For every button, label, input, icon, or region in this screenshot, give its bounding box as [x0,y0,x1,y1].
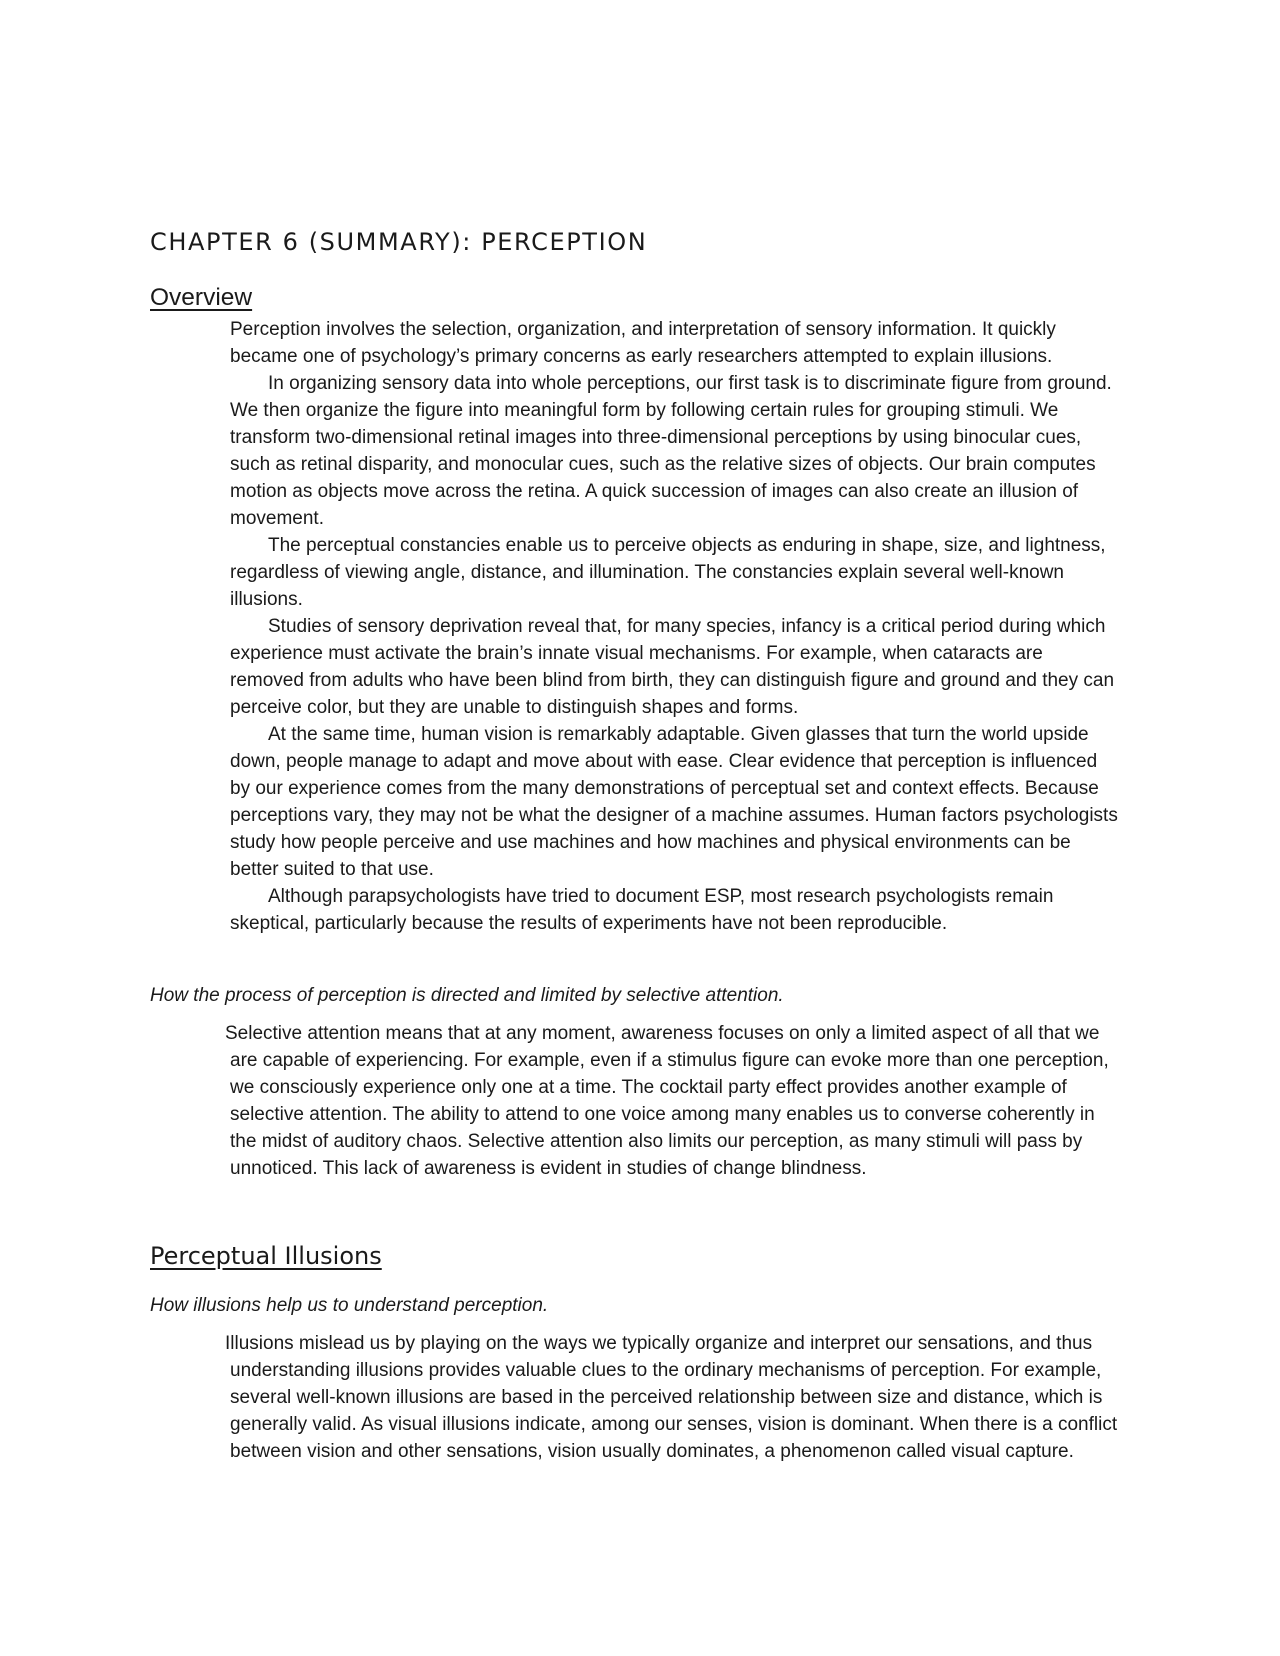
illusions-paragraph: Illusions mislead us by playing on the ways we typically organize and interpret our sensations, and thus understanding illusions provides valuable clues to the ordinary mechanisms of perception. For example, several well-known illusions are based in the perceived relationship between size and distance, which is generally valid. As visual illusions indicate, among our senses, vision is dominant. When there is a conflict between vision and other sensations, vision usually dominates, a phenomenon called visual capture. [225,1333,1118,1462]
illusions-heading: Perceptual Illusions [150,1242,382,1270]
illusions-body [225,1330,1120,1465]
attention-paragraph: Selective attention means that at any moment, awareness focuses on only a limited aspect of all that we are capable of experiencing. For example, even if a stimulus figure can evoke more than one perception, we consciously experience only one at a time. The cocktail party effect provides another example of selective attention. The ability to attend to one voice among many enables us to converse coherently in the midst of auditory chaos. Selective attention also limits our perception, as many stimuli will pass by unnoticed. This lack of awareness is evident in studies of change blindness. [225,1023,1109,1179]
overview-paragraph: Although parapsychologists have tried to document ESP, most research psychologists remain skeptical, particularly because the results of experiments have not been reproducible. [230,886,1054,934]
overview-paragraph: Perception involves the selection, organization, and interpretation of sensory information. It quickly became one of psychology’s primary concerns as early researchers attempted to explain illusions. [230,319,1056,367]
attention-body [225,1020,1120,1182]
overview-body [230,316,1120,937]
overview-paragraph: In organizing sensory data into whole perceptions, our first task is to discriminate figure from ground. We then organize the figure into meaningful form by following certain rules for grouping stimuli. We transform two-dimensional retinal images into three-dimensional perceptions by using binocular cues, such as retinal disparity, and monocular cues, such as the relative sizes of objects. Our brain computes motion as objects move across the retina. A quick succession of images can also create an illusion of movement. [230,373,1112,529]
chapter-title: CHAPTER 6 (SUMMARY): PERCEPTION [150,228,648,256]
illusions-subheading: How illusions help us to understand perception. [150,1295,549,1316]
overview-paragraph: At the same time, human vision is remarkably adaptable. Given glasses that turn the world upside down, people manage to adapt and move about with ease. Clear evidence that perception is influenced by our experience comes from the many demonstrations of perceptual set and context effects. Because perceptions vary, they may not be what the designer of a machine assumes. Human factors psychologists study how people perceive and use machines and how machines and physical environments can be better suited to that use. [230,724,1118,880]
overview-paragraph: Studies of sensory deprivation reveal that, for many species, infancy is a critical period during which experience must activate the brain’s innate visual mechanisms. For example, when cataracts are removed from adults who have been blind from birth, they can distinguish figure and ground and they can perceive color, but they are unable to distinguish shapes and forms. [230,616,1115,718]
overview-paragraph: The perceptual constancies enable us to perceive objects as enduring in shape, size, and lightness, regardless of viewing angle, distance, and illumination. The constancies explain several well-known illusions. [230,535,1106,610]
attention-subheading: How the process of perception is directed and limited by selective attention. [150,985,784,1006]
overview-heading: Overview [150,284,253,311]
